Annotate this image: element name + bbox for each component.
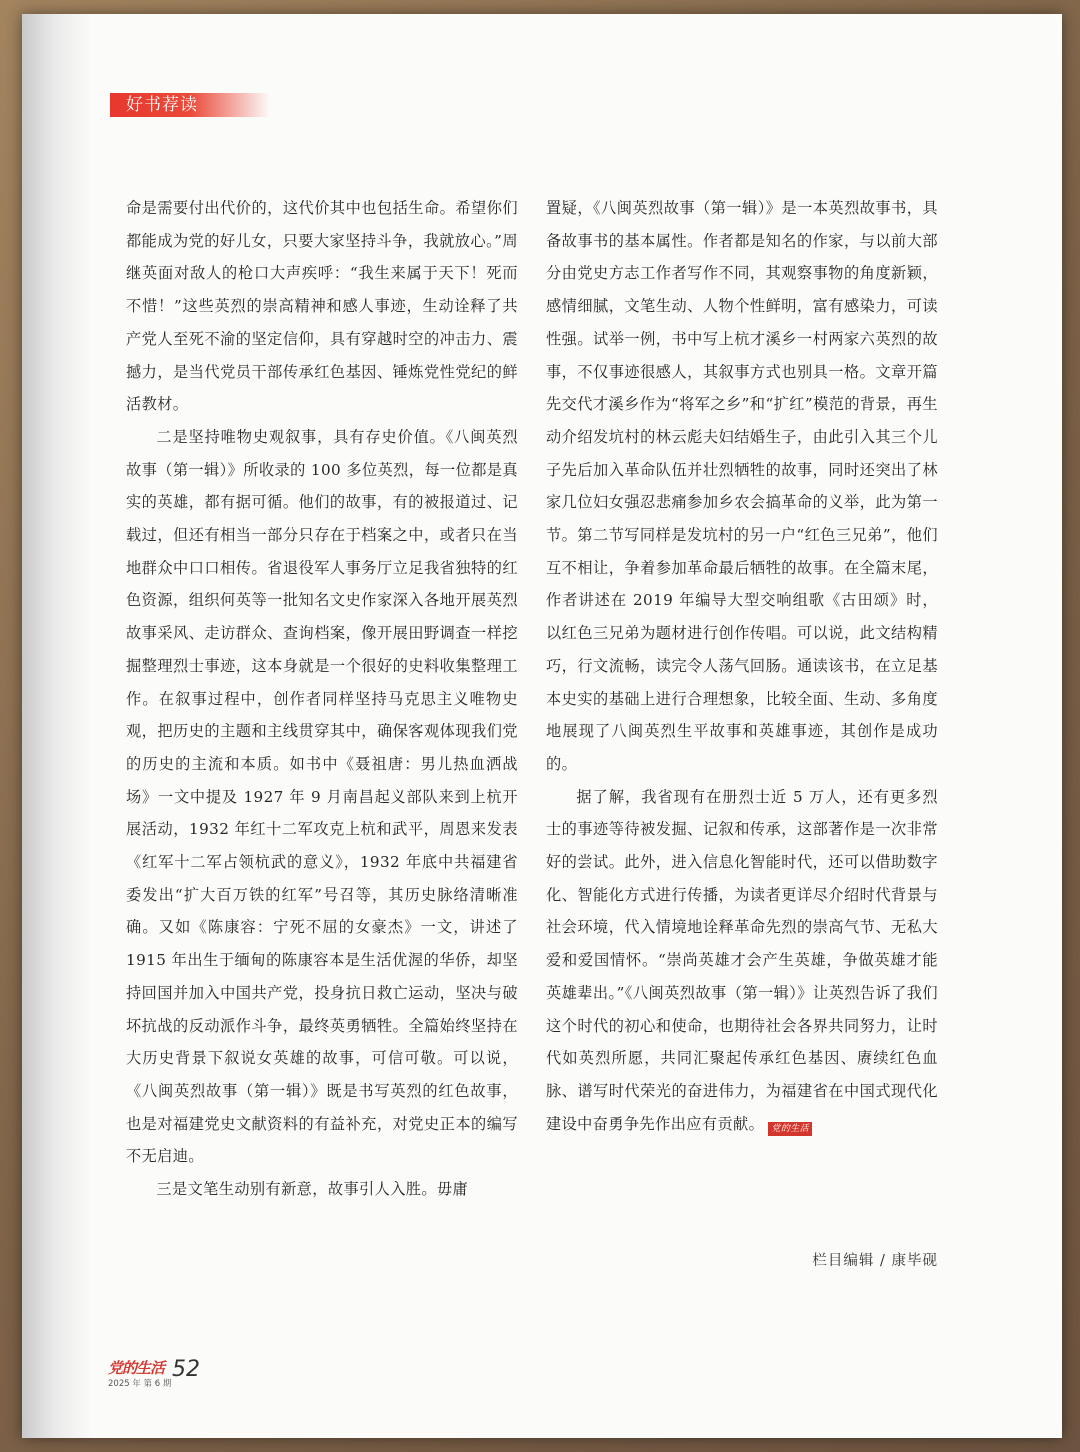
issue-label: 2025 年 第 6 期 — [108, 1379, 172, 1389]
end-mark-logo: 党的生活 — [768, 1122, 812, 1136]
right-paragraph-2 — [546, 781, 938, 1141]
left-paragraph-3: 三是文笔生动别有新意，故事引人入胜。毋庸 — [156, 1180, 469, 1199]
right-text-column — [546, 192, 938, 1140]
editor-credit: 栏目编辑 / 康毕砚 — [812, 1253, 938, 1269]
right-paragraph-2-text: 据了解，我省现有在册烈士近 5 万人，还有更多烈士的事迹等待被发掘、记叙和传承，这部著作是一次非常好的尝试。此外，进入信息化智能时代，还可以借助数字化、智能化方式进行传播，为读者更详尽介绍时代背景与社会环境，代入情境地诠释革命先烈的崇高气节、无私大爱和爱国情怀。“崇尚英雄才会产生英雄，争做英雄才能英雄辈出。”《八闽英烈故事（第一辑）》让英烈告诉了我们这个时代的初心和使命，也期待社会各界共同努力，让时代如英烈所愿，共同汇聚起传承红色基因、赓续红色血脉、谱写时代荣光的奋进伟力，为福建省在中国式现代化建设中奋勇争先作出应有贡献。 — [546, 787, 938, 1133]
page-number: 52 — [172, 1357, 200, 1382]
section-tag-label: 好书荐读 — [126, 95, 198, 115]
left-text-column — [126, 192, 518, 1206]
left-paragraph-2: 二是坚持唯物史观叙事，具有存史价值。《八闽英烈故事（第一辑）》所收录的 100 多位英烈，每一位都是真实的英雄，都有据可循。他们的故事，有的被报道过、记载过，但还有相当一部分只存在于档案之中，或者只在当地群众中口口相传。省退役军人事务厅立足我省独特的红色资源，组织何英等一批知名文史作家深入各地开展英烈故事采风、走访群众、查询档案，像开展田野调查一样挖掘整理烈士事迹，这本身就是一个很好的史料收集整理工作。在叙事过程中，创作者同样坚持马克思主义唯物史观，把历史的主题和主线贯穿其中，确保客观体现我们党的历史的主流和本质。如书中《聂祖唐：男儿热血洒战场》一文中提及 1927 年 9 月南昌起义部队来到上杭开展活动，1932 年红十二军攻克上杭和武平，周恩来发表《红军十二军占领杭武的意义》，1932 年底中共福建省委发出“扩大百万铁的红军”号召等，其历史脉络清晰准确。又如《陈康容：宁死不屈的女豪杰》一文，讲述了 1915 年出生于缅甸的陈康容本是生活优渥的华侨，却坚持回国并加入中国共产党，投身抗日救亡运动，坚决与破坏抗战的反动派作斗争，最终英勇牺牲。全篇始终坚持在大历史背景下叙说女英雄的故事，可信可敬。可以说，《八闽英烈故事（第一辑）》既是书写英烈的红色故事，也是对福建党史文献资料的有益补充，对党史正本的编写不无启迪。 — [126, 427, 518, 1166]
magazine-page — [22, 14, 1062, 1438]
left-paragraph-1: 命是需要付出代价的，这代价其中也包括生命。希望你们都能成为党的好儿女，只要大家坚持斗争，我就放心。”周继英面对敌人的枪口大声疾呼：“我生来属于天下！死而不惜！”这些英烈的崇高精神和感人事迹，生动诠释了共产党人至死不渝的坚定信仰，具有穿越时空的冲击力、震撼力，是当代党员干部传承红色基因、锤炼党性党纪的鲜活教材。 — [126, 199, 518, 414]
magazine-logo: 党的生活 — [108, 1359, 165, 1377]
page-spine-shadow — [22, 14, 92, 1438]
section-tag — [110, 93, 270, 117]
right-paragraph-1: 置疑，《八闽英烈故事（第一辑）》是一本英烈故事书，具备故事书的基本属性。作者都是知名的作家，与以前大部分由党史方志工作者写作不同，其观察事物的角度新颖，感情细腻，文笔生动、人物个性鲜明，富有感染力，可读性强。试举一例，书中写上杭才溪乡一村两家六英烈的故事，不仅事迹很感人，其叙事方式也别具一格。文章开篇先交代才溪乡作为“将军之乡”和“扩红”模范的背景，再生动介绍发坑村的林云彪夫妇结婚生子，由此引入其三个儿子先后加入革命队伍并壮烈牺牲的故事，同时还突出了林家几位妇女强忍悲痛参加乡农会搞革命的义举，此为第一节。第二节写同样是发坑村的另一户“红色三兄弟”，他们互不相让，争着参加革命最后牺牲的故事。在全篇末尾，作者讲述在 2019 年编导大型交响组歌《古田颂》时，以红色三兄弟为题材进行创作传唱。可以说，此文结构精巧，行文流畅，读完令人荡气回肠。通读该书，在立足基本史实的基础上进行合理想象，比较全面、生动、多角度地展现了八闽英烈生平故事和英雄事迹，其创作是成功的。 — [546, 199, 938, 773]
